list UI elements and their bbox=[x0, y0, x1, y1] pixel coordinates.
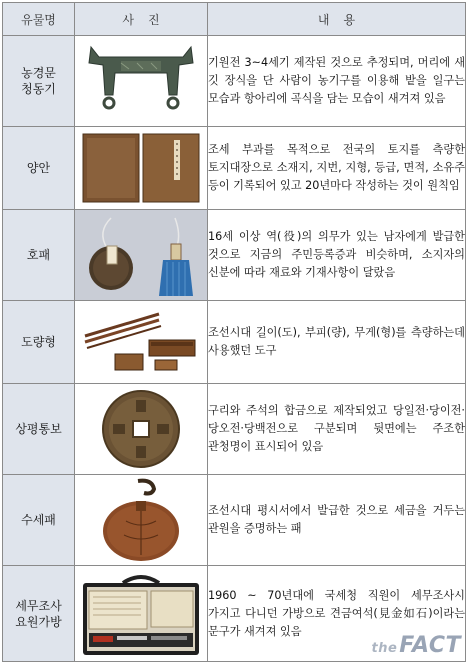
artifact-photo-cell bbox=[75, 36, 208, 127]
table-header-row bbox=[3, 3, 466, 36]
artifact-description: 기원전 3~4세기 제작된 것으로 추정되며, 머리에 새 깃 장식을 단 사람이 농기구를 이용해 밭을 일구는 모습과 항아리에 곡식을 담는 모습이 새겨져 있음 bbox=[208, 36, 466, 127]
bronze-ritual-artifact-image bbox=[81, 43, 201, 119]
artifact-description: 1960 ~ 70년대에 국세청 직원이 세무조사시 가지고 다니던 가방으로 견금여석(見金如石)이라는 문구가 새겨져 있음 bbox=[208, 566, 466, 662]
measuring-tools-image bbox=[79, 306, 203, 378]
table-row bbox=[3, 127, 466, 210]
tax-inspector-bag-image bbox=[77, 569, 205, 659]
header-description: 내용 bbox=[208, 3, 466, 36]
artifact-photo-cell bbox=[75, 210, 208, 301]
artifact-photo-cell bbox=[75, 127, 208, 210]
artifact-description: 16세 이상 역(役)의 의무가 있는 남자에게 발급한 것으로 지금의 주민등록증과 비슷하며, 소지자의 신분에 따라 재료와 기재사항이 달랐음 bbox=[208, 210, 466, 301]
artifact-name: 농경문 청동기 bbox=[3, 36, 75, 127]
artifact-name: 양안 bbox=[3, 127, 75, 210]
artifact-description: 구리와 주석의 합금으로 제작되었고 당일전·당이전·당오전·당백전으로 구분되며 뒷면에는 주조한 관청명이 표시되어 있음 bbox=[208, 384, 466, 475]
artifact-photo-cell bbox=[75, 301, 208, 384]
table-row bbox=[3, 475, 466, 566]
artifact-name: 세무조사 요원가방 bbox=[3, 566, 75, 662]
artifact-description: 조선시대 평시서에서 발급한 것으로 세금을 거두는 관원을 증명하는 패 bbox=[208, 475, 466, 566]
table-row bbox=[3, 384, 466, 475]
watermark-logo: theFACT bbox=[371, 633, 461, 658]
sangpyeong-coin-image bbox=[99, 387, 183, 471]
artifact-description: 조선시대 길이(도), 부피(량), 무게(형)를 측량하는데 사용했던 도구 bbox=[208, 301, 466, 384]
artifact-description: 조세 부과를 목적으로 전국의 토지를 측량한 토지대장으로 소재지, 지번, 지형, 등급, 면적, 소유주 등이 기록되어 있고 20년마다 작성하는 것이 원칙임 bbox=[208, 127, 466, 210]
artifact-table bbox=[2, 2, 466, 662]
table-row bbox=[3, 210, 466, 301]
table-row bbox=[3, 301, 466, 384]
land-register-books-image bbox=[79, 130, 203, 206]
hopae-identification-tags-image bbox=[77, 212, 205, 298]
tax-collection-tag-image bbox=[96, 477, 186, 563]
header-artifact-name: 유물명 bbox=[3, 3, 75, 36]
artifact-photo-cell bbox=[75, 384, 208, 475]
artifact-photo-cell bbox=[75, 566, 208, 662]
artifact-name: 도량형 bbox=[3, 301, 75, 384]
header-photo: 사진 bbox=[75, 3, 208, 36]
artifact-photo-cell bbox=[75, 475, 208, 566]
table-row bbox=[3, 36, 466, 127]
artifact-name: 수세패 bbox=[3, 475, 75, 566]
artifact-name: 상평통보 bbox=[3, 384, 75, 475]
artifact-name: 호패 bbox=[3, 210, 75, 301]
